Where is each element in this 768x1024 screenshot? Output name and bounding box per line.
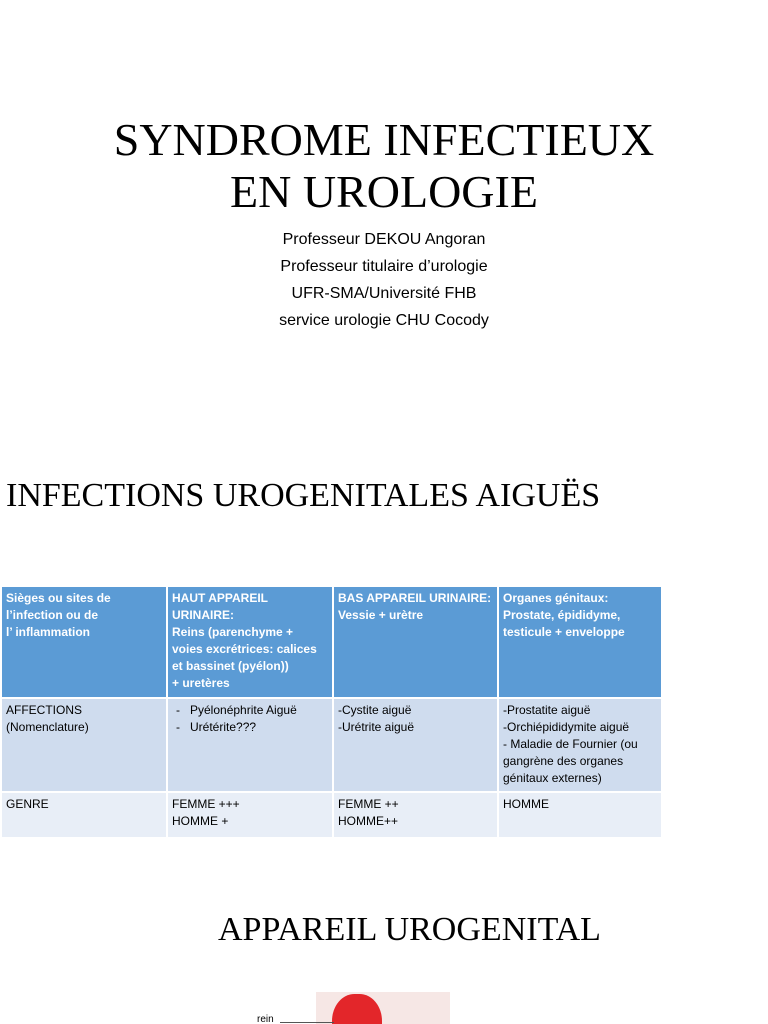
author-position: Professeur titulaire d’urologie: [280, 258, 488, 275]
author-block: [0, 226, 768, 334]
table-row: [2, 792, 662, 838]
table-row: [2, 698, 662, 792]
header-haut-appareil: HAUT APPAREIL URINAIRE: Reins (parenchyme + voies excrétrices: calices et bassinet (pyélon)) + uretères: [167, 587, 333, 698]
page-title: [0, 114, 768, 218]
author-institution: UFR-SMA/Université FHB: [291, 285, 477, 302]
header-sites: Sièges ou sites de l’infection ou de l’ inflammation: [2, 587, 167, 698]
figure-label-rein: rein: [257, 1014, 274, 1024]
cell-affections-organes: -Prostatite aiguë -Orchiépididymite aiguë - Maladie de Fournier (ou gangrène des organes génitaux externes): [498, 698, 662, 792]
header-bas-appareil: BAS APPAREIL URINAIRE: Vessie + urètre: [333, 587, 498, 698]
cell-genre-bas: FEMME ++ HOMME++: [333, 792, 498, 838]
title-line-1: SYNDROME INFECTIEUX: [113, 114, 655, 165]
infections-table: [2, 587, 663, 839]
author-name: Professeur DEKOU Angoran: [282, 231, 486, 248]
cell-genre-haut: FEMME +++ HOMME +: [167, 792, 333, 838]
cell-genre-organes: HOMME: [498, 792, 662, 838]
author-service: service urologie CHU Cocody: [279, 312, 489, 329]
cell-affections-haut: - Pyélonéphrite Aiguë - Urétérite???: [167, 698, 333, 792]
section-title-appareil: APPAREIL UROGENITAL: [218, 911, 601, 948]
section-title-infections: INFECTIONS UROGENITALES AIGUËS: [6, 477, 601, 514]
header-organes-genitaux: Organes génitaux: Prostate, épididyme, testicule + enveloppe: [498, 587, 662, 698]
table-header-row: [2, 587, 662, 698]
title-line-2: EN UROLOGIE: [230, 166, 538, 217]
cell-affections-label: AFFECTIONS (Nomenclature): [2, 698, 167, 792]
cell-affections-bas: -Cystite aiguë -Urétrite aiguë: [333, 698, 498, 792]
urogenital-figure: [240, 990, 490, 1024]
cell-genre-label: GENRE: [2, 792, 167, 838]
label-leader-line: [280, 1022, 334, 1023]
